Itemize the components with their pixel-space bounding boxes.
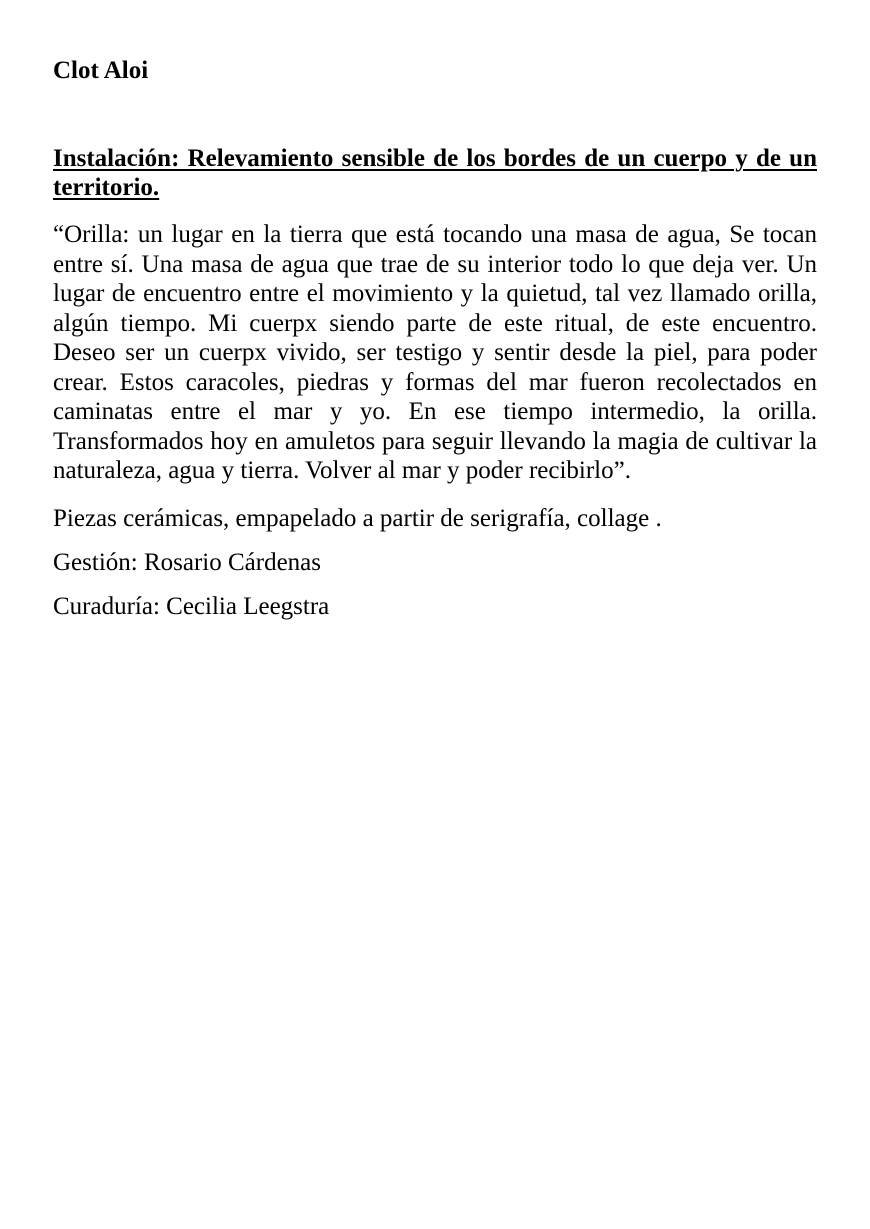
author-name: Clot Aloi — [53, 57, 149, 84]
curaduria-credit: Curaduría: Cecilia Leegstra — [53, 593, 330, 620]
installation-title: Instalación: Relevamiento sensible de los bordes de un cuerpo y de un territorio. — [53, 145, 817, 201]
artist-statement-quote: “Orilla: un lugar en la tierra que está tocando una masa de agua, Se tocan entre sí. Una masa de agua que trae de su interior todo lo que deja ver. Un lugar de encuentro entre el movimiento y la quietud, tal vez llamado orilla, algún tiempo. Mi cuerpx siendo parte de este ritual, de este encuentro. Deseo ser un cuerpx vivido, ser testigo y sentir desde la piel, para poder crear. Estos caracoles, piedras y formas del mar fueron recolectados en caminatas entre el mar y yo. En ese tiempo intermedio, la orilla. Transformados hoy en amuletos para seguir llevando la magia de cultivar la naturaleza, agua y tierra. Volver al mar y poder recibirlo”. — [53, 221, 817, 484]
gestion-credit: Gestión: Rosario Cárdenas — [53, 549, 322, 576]
materials-line: Piezas cerámicas, empapelado a partir de serigrafía, collage . — [53, 505, 662, 532]
